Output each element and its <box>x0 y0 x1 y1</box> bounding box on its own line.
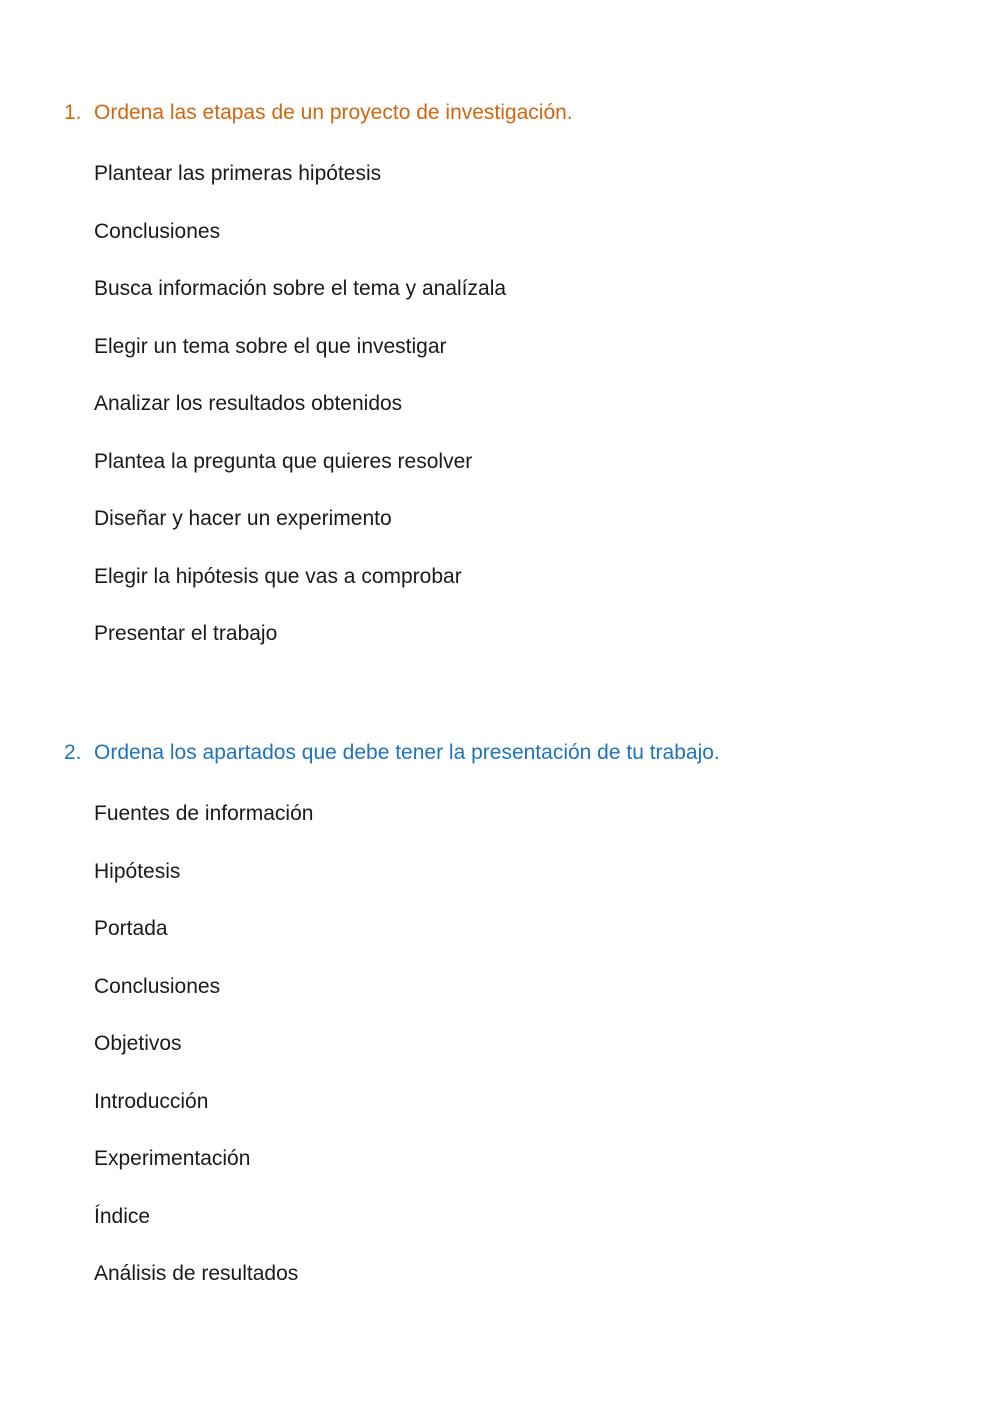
list-item[interactable]: Objetivos <box>94 1032 182 1055</box>
list-item[interactable]: Elegir un tema sobre el que investigar <box>94 334 447 358</box>
exercise-2-title: Ordena los apartados que debe tener la presentación de tu trabajo. <box>94 741 720 764</box>
list-item[interactable]: Presentar el trabajo <box>94 622 278 645</box>
list-item[interactable]: Diseñar y hacer un experimento <box>94 507 392 530</box>
list-item[interactable]: Índice <box>94 1204 151 1228</box>
list-item[interactable]: Análisis de resultados <box>94 1262 299 1285</box>
exercise-2 <box>0 735 1000 1285</box>
list-item[interactable]: Plantea la pregunta que quieres resolver <box>94 449 473 473</box>
list-item[interactable]: Introducción <box>94 1089 209 1113</box>
list-item[interactable]: Conclusiones <box>94 219 221 243</box>
exercise-1-number: 1. <box>64 101 82 124</box>
list-item[interactable]: Portada <box>94 917 168 940</box>
exercise-2-question <box>0 735 1000 771</box>
list-item[interactable]: Elegir la hipótesis que vas a comprobar <box>94 564 462 588</box>
exercise-1 <box>0 95 1000 645</box>
list-item[interactable]: Plantear las primeras hipótesis <box>94 162 382 185</box>
exercise-1-title: Ordena las etapas de un proyecto de investigación. <box>94 101 573 124</box>
exercise-2-list <box>94 797 313 1315</box>
list-item[interactable]: Hipótesis <box>94 859 181 883</box>
list-item[interactable]: Analizar los resultados obtenidos <box>94 392 403 415</box>
list-item[interactable]: Experimentación <box>94 1147 251 1170</box>
list-item[interactable]: Conclusiones <box>94 974 221 998</box>
exercise-1-question <box>0 95 1000 131</box>
exercise-2-number: 2. <box>64 741 82 764</box>
exercise-1-list <box>94 157 506 675</box>
list-item[interactable]: Busca información sobre el tema y analízala <box>94 277 507 300</box>
list-item[interactable]: Fuentes de información <box>94 802 314 825</box>
